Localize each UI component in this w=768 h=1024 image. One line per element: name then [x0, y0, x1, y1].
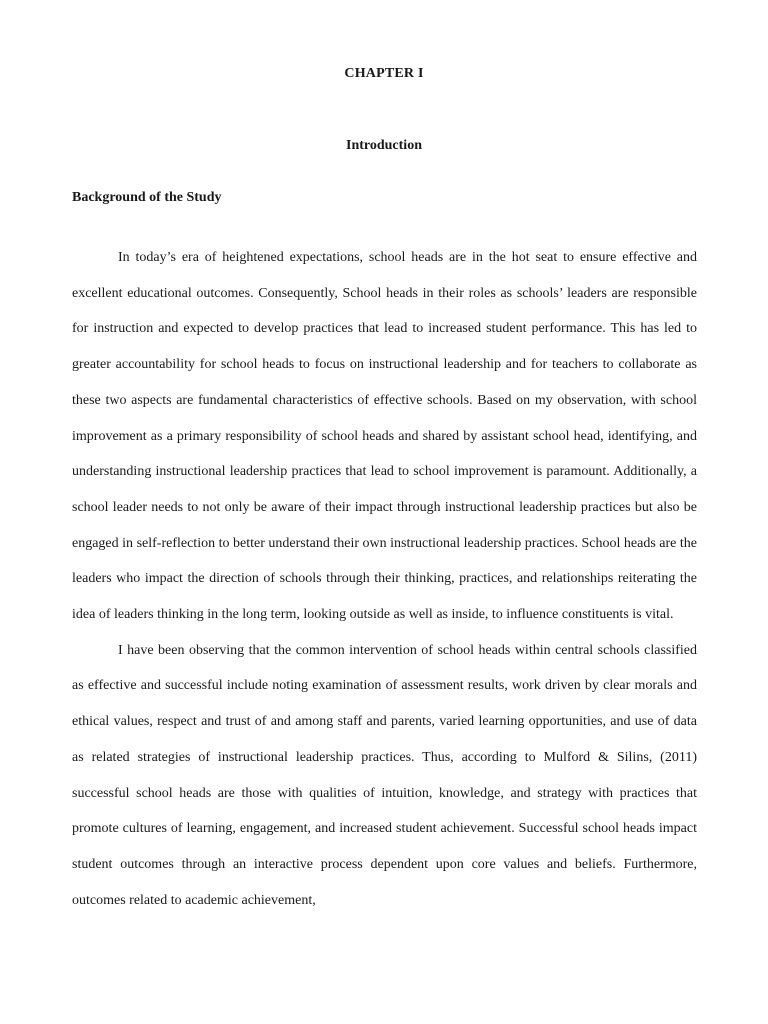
- paragraph: In today’s era of heightened expectations, school heads are in the hot seat to ensure effective and excellent educational outcomes. Consequently, School heads in their roles as schools’ leaders are responsible for instruction and expected to develop practices that lead to increased student performance. This has led to greater accountability for school heads to focus on instructional leadership and for teachers to collaborate as these two aspects are fundamental characteristics of effective schools. Based on my observation, with school improvement as a primary responsibility of school heads and shared by assistant school head, identifying, and understanding instructional leadership practices that lead to school improvement is paramount. Additionally, a school leader needs to not only be aware of their impact through instructional leadership practices but also be engaged in self-reflection to better understand their own instructional leadership practices. School heads are the leaders who impact the direction of schools through their thinking, practices, and relationships reiterating the idea of leaders thinking in the long term, looking outside as well as inside, to influence constituents is vital.: [72, 250, 697, 623]
- subsection-title: Background of the Study: [72, 190, 222, 205]
- body-text: [72, 240, 697, 918]
- paragraph: I have been observing that the common intervention of school heads within central schools classified as effective and successful include noting examination of assessment results, work driven by clear morals and ethical values, respect and trust of and among staff and parents, varied learning opportunities, and use of data as related strategies of instructional leadership practices. Thus, according to Mulford & Silins, (2011) successful school heads are those with qualities of intuition, knowledge, and strategy with practices that promote cultures of learning, engagement, and increased student achievement. Successful school heads impact student outcomes through an interactive process dependent upon core values and beliefs. Furthermore, outcomes related to academic achievement,: [72, 642, 697, 908]
- chapter-heading: CHAPTER I: [344, 66, 424, 81]
- section-title: Introduction: [346, 138, 422, 153]
